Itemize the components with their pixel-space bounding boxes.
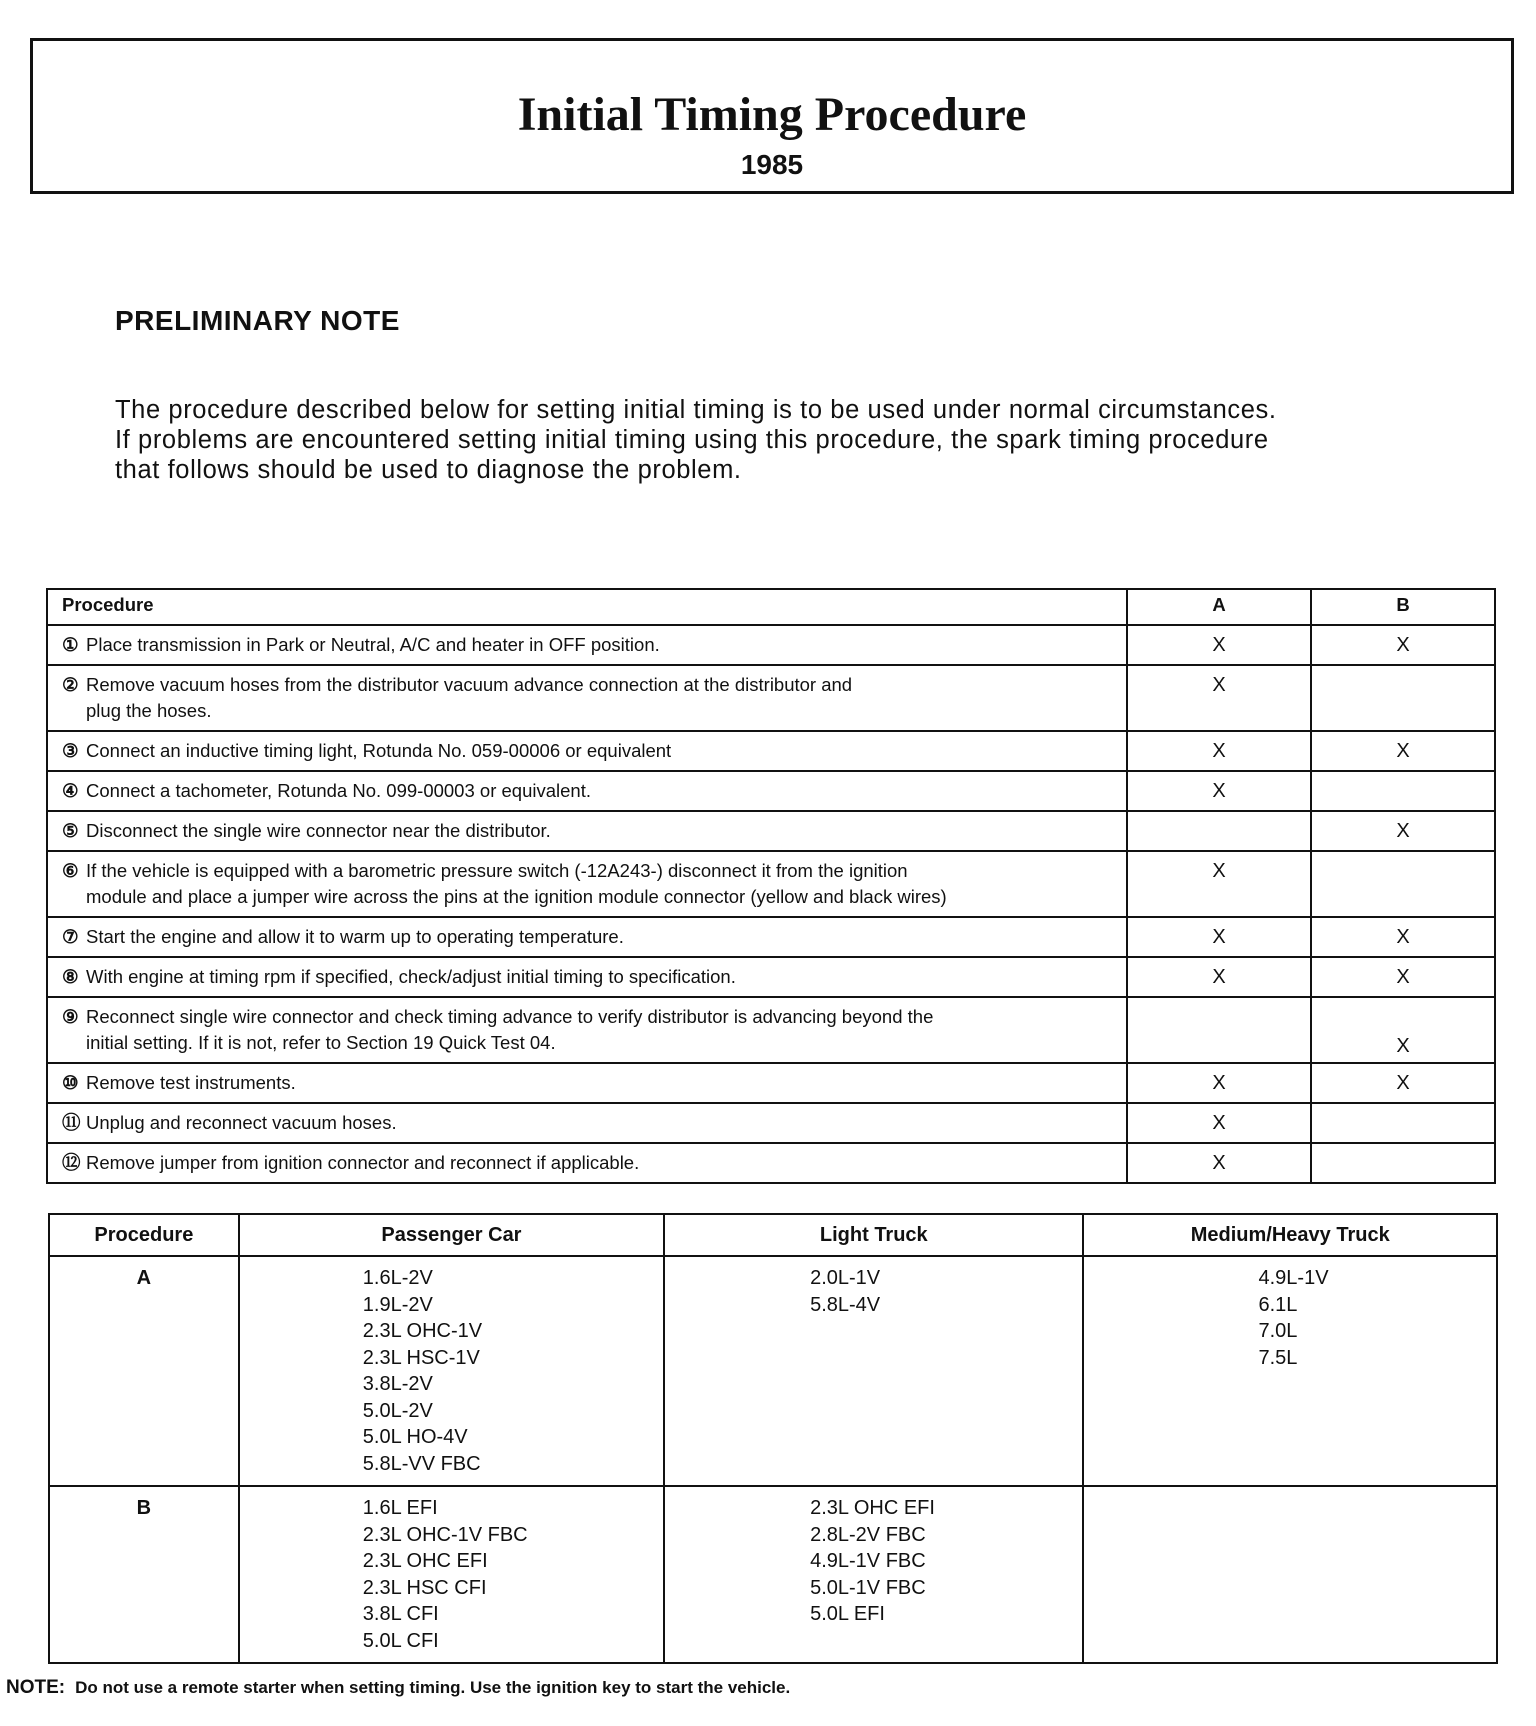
engine-item: 3.8L CFI — [362, 1603, 439, 1625]
application-table-body — [49, 1256, 1497, 1663]
step-text: Connect a tachometer, Rotunda No. 099-00003 or equivalent. — [86, 780, 591, 801]
title-box — [30, 38, 1514, 194]
column-a-header: A — [1127, 589, 1311, 625]
application-row — [49, 1486, 1497, 1663]
mark-a: X — [1127, 731, 1311, 771]
engine-item: 4.9L-1V — [1258, 1267, 1329, 1289]
engine-item: 5.0L EFI — [810, 1603, 885, 1625]
procedure-row — [47, 811, 1495, 851]
mark-a: X — [1127, 917, 1311, 957]
engine-item: 5.8L-VV FBC — [362, 1452, 481, 1475]
procedure-step — [47, 1063, 1127, 1103]
step-text: Connect an inductive timing light, Rotunda No. 059-00006 or equivalent — [86, 740, 672, 761]
note-label: NOTE: — [6, 1677, 66, 1698]
engine-item: 7.0L — [1258, 1320, 1298, 1342]
mark-b: X — [1311, 625, 1495, 665]
step-text: Start the engine and allow it to warm up to operating temperature. — [86, 926, 624, 947]
preliminary-line: that follows should be used to diagnose the problem. — [115, 456, 742, 484]
engine-item: 2.3L OHC EFI — [362, 1550, 488, 1572]
step-text: module and place a jumper wire across the pins at the ignition module connector (yellow and black wires) — [86, 886, 947, 907]
preliminary-heading: PRELIMINARY NOTE — [115, 305, 400, 336]
app-header-light-truck: Light Truck — [664, 1214, 1083, 1256]
app-header-heavy-truck: Medium/Heavy Truck — [1083, 1214, 1497, 1256]
application-table — [48, 1213, 1498, 1664]
step-number: ⑫ — [62, 1152, 81, 1173]
step-number: ⑦ — [62, 926, 79, 947]
column-b-header: B — [1311, 589, 1495, 625]
step-number: ④ — [62, 780, 79, 801]
procedure-step — [47, 851, 1127, 917]
step-number: ③ — [62, 740, 79, 761]
engine-list-light — [664, 1486, 1083, 1663]
mark-a: X — [1127, 851, 1311, 917]
engine-list-light — [664, 1256, 1083, 1486]
procedure-row — [47, 957, 1495, 997]
procedure-step — [47, 771, 1127, 811]
mark-a: X — [1127, 957, 1311, 997]
engine-item: 2.8L-2V FBC — [810, 1523, 926, 1546]
mark-a: X — [1127, 625, 1311, 665]
engine-item: 2.3L OHC EFI — [810, 1497, 935, 1519]
engine-item: 1.6L EFI — [362, 1497, 438, 1519]
procedure-step — [47, 997, 1127, 1063]
engine-list-heavy — [1083, 1256, 1497, 1486]
procedure-header: Procedure — [47, 589, 1127, 625]
note-text: Do not use a remote starter when setting timing. Use the ignition key to start the vehicle. — [75, 1678, 791, 1697]
step-number: ⑩ — [62, 1072, 79, 1093]
preliminary-line: The procedure described below for setting initial timing is to be used under normal circumstances. — [115, 396, 1277, 424]
mark-a: X — [1127, 1143, 1311, 1183]
procedure-table — [46, 588, 1496, 1184]
step-text: Place transmission in Park or Neutral, A/C and heater in OFF position. — [86, 634, 660, 655]
step-text: initial setting. If it is not, refer to Section 19 Quick Test 04. — [86, 1032, 556, 1053]
engine-item: 2.3L OHC-1V — [362, 1320, 483, 1342]
page-year: 1985 — [740, 149, 804, 180]
mark-a: X — [1127, 1103, 1311, 1143]
step-number: ⑨ — [62, 1006, 79, 1027]
engine-item: 5.0L CFI — [362, 1629, 439, 1652]
mark-a: X — [1127, 665, 1311, 731]
step-number: ⑤ — [62, 820, 79, 841]
mark-a — [1127, 997, 1311, 1063]
step-text: With engine at timing rpm if specified, check/adjust initial timing to specification. — [86, 966, 736, 987]
application-row — [49, 1256, 1497, 1486]
step-number: ⑧ — [62, 966, 79, 987]
procedure-row — [47, 731, 1495, 771]
engine-item: 1.9L-2V — [362, 1293, 433, 1316]
procedure-step — [47, 731, 1127, 771]
engine-item: 5.0L HO-4V — [362, 1426, 468, 1448]
preliminary-line: If problems are encountered setting initial timing using this procedure, the spark timing procedure — [115, 426, 1269, 454]
procedure-row — [47, 917, 1495, 957]
step-number: ② — [62, 674, 79, 695]
app-header-procedure: Procedure — [49, 1214, 239, 1256]
application-table-header — [49, 1214, 1497, 1256]
mark-b: X — [1311, 731, 1495, 771]
engine-list-car — [239, 1256, 664, 1486]
mark-b — [1311, 665, 1495, 731]
engine-item: 5.8L-4V — [810, 1293, 881, 1316]
app-header-passenger-car: Passenger Car — [239, 1214, 664, 1256]
step-text: Unplug and reconnect vacuum hoses. — [86, 1112, 397, 1133]
step-number: ⑪ — [62, 1112, 81, 1133]
engine-item: 1.6L-2V — [362, 1267, 433, 1289]
engine-item: 5.0L-2V — [362, 1399, 433, 1422]
procedure-step — [47, 811, 1127, 851]
procedure-step — [47, 1103, 1127, 1143]
engine-item: 2.3L HSC-1V — [362, 1346, 480, 1369]
step-number: ⑥ — [62, 860, 79, 881]
procedure-step — [47, 625, 1127, 665]
mark-a: X — [1127, 771, 1311, 811]
step-text: Reconnect single wire connector and check timing advance to verify distributor is advancing beyond the — [86, 1006, 934, 1027]
procedure-row — [47, 1143, 1495, 1183]
procedure-row — [47, 851, 1495, 917]
mark-b — [1311, 1103, 1495, 1143]
procedure-step — [47, 1143, 1127, 1183]
procedure-row — [47, 665, 1495, 731]
procedure-row — [47, 771, 1495, 811]
mark-b — [1311, 771, 1495, 811]
preliminary-paragraph — [115, 395, 1445, 485]
engine-list-car — [239, 1486, 664, 1663]
engine-item: 7.5L — [1258, 1346, 1298, 1369]
step-text: If the vehicle is equipped with a barometric pressure switch (-12A243-) disconnect it from the ignition — [86, 860, 908, 881]
application-procedure: A — [49, 1256, 239, 1486]
application-procedure: B — [49, 1486, 239, 1663]
step-number: ① — [62, 634, 79, 655]
engine-item: 2.0L-1V — [810, 1267, 881, 1289]
mark-b: X — [1311, 957, 1495, 997]
mark-b — [1311, 1143, 1495, 1183]
mark-b: X — [1311, 1063, 1495, 1103]
engine-item: 6.1L — [1258, 1293, 1298, 1316]
engine-item: 3.8L-2V — [362, 1373, 433, 1395]
mark-b: X — [1311, 997, 1495, 1063]
engine-item: 5.0L-1V FBC — [810, 1576, 926, 1599]
step-text: Disconnect the single wire connector near the distributor. — [86, 820, 551, 841]
procedure-row — [47, 997, 1495, 1063]
procedure-row — [47, 1103, 1495, 1143]
procedure-table-header — [47, 589, 1495, 625]
page-title: Initial Timing Procedure — [517, 88, 1027, 141]
mark-a — [1127, 811, 1311, 851]
engine-item: 2.3L OHC-1V FBC — [362, 1523, 528, 1546]
mark-b: X — [1311, 917, 1495, 957]
procedure-table-body — [47, 625, 1495, 1183]
step-text: plug the hoses. — [86, 700, 212, 721]
mark-a: X — [1127, 1063, 1311, 1103]
step-text: Remove test instruments. — [86, 1072, 296, 1093]
procedure-step — [47, 917, 1127, 957]
engine-item: 4.9L-1V FBC — [810, 1550, 926, 1572]
mark-b — [1311, 851, 1495, 917]
engine-list-heavy — [1083, 1486, 1497, 1663]
mark-b: X — [1311, 811, 1495, 851]
footer-note — [6, 1677, 790, 1699]
procedure-row — [47, 625, 1495, 665]
step-text: Remove vacuum hoses from the distributor vacuum advance connection at the distributor and — [86, 674, 853, 695]
procedure-row — [47, 1063, 1495, 1103]
step-text: Remove jumper from ignition connector and reconnect if applicable. — [86, 1152, 640, 1173]
procedure-step — [47, 665, 1127, 731]
procedure-step — [47, 957, 1127, 997]
engine-item: 2.3L HSC CFI — [362, 1576, 487, 1599]
